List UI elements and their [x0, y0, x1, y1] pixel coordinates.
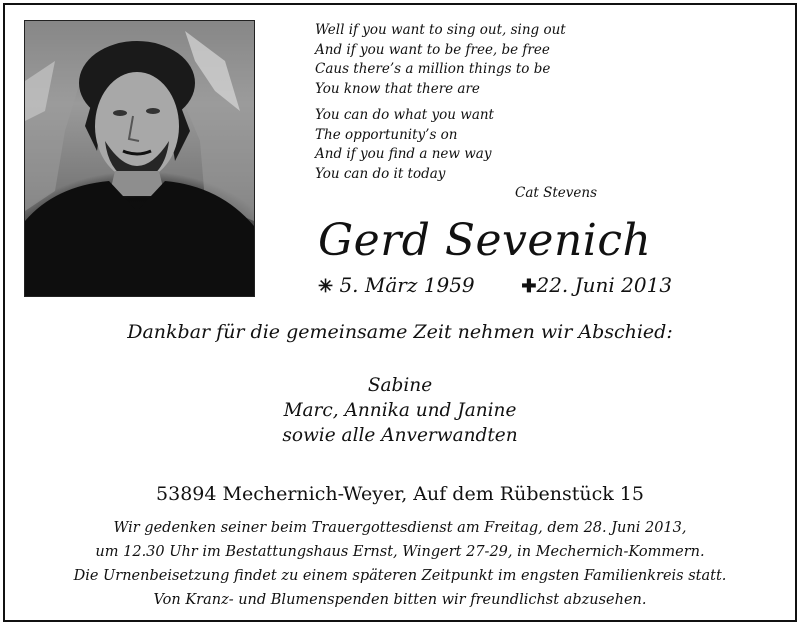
birth-date: 5. März 1959	[339, 273, 475, 297]
poem-line: You can do what you want	[315, 107, 494, 123]
service-line: Von Kranz- und Blumenspenden bitten wir freundlichst abzusehen.	[153, 592, 647, 608]
deceased-name: Gerd Sevenich	[318, 215, 652, 266]
poem-line: And if you want to be free, be free	[315, 41, 550, 58]
poem-line: You can do it today	[315, 165, 446, 182]
service-line: Die Urnenbeisetzung findet zu einem späteren Zeitpunkt im engsten Familienkreis statt.	[73, 568, 727, 584]
service-line: Wir gedenken seiner beim Trauergottesdienst am Freitag, dem 28. Juni 2013,	[113, 520, 687, 536]
birth-star-icon: ✳	[318, 276, 334, 297]
poem-author: Cat Stevens	[515, 185, 597, 201]
family-member: Marc, Annika und Janine	[283, 400, 517, 421]
poem	[315, 21, 566, 191]
service-info	[5, 516, 795, 612]
poem-line: Well if you want to sing out, sing out	[315, 22, 566, 38]
poem-line: You know that there are	[315, 80, 480, 97]
poem-stanza-2	[315, 106, 566, 184]
portrait-photo	[24, 20, 255, 297]
obituary-card	[3, 3, 797, 622]
poem-line: The opportunity’s on	[315, 126, 458, 143]
poem-stanza-1	[315, 21, 566, 99]
death-cross-icon: ✚	[521, 276, 537, 297]
farewell-text: Dankbar für die gemeinsame Zeit nehmen wir Abschied:	[127, 321, 673, 343]
poem-line: Caus there’s a million things to be	[315, 61, 551, 77]
family-list	[5, 373, 795, 448]
family-member: Sabine	[367, 375, 433, 396]
service-line: um 12.30 Uhr im Bestattungshaus Ernst, Wingert 27-29, in Mechernich-Kommern.	[95, 544, 705, 560]
portrait-illustration	[25, 21, 254, 296]
poem-line: And if you find a new way	[315, 146, 492, 162]
address: 53894 Mechernich-Weyer, Auf dem Rübenstück 15	[156, 483, 644, 505]
life-dates	[318, 273, 672, 297]
death-date: 22. Juni 2013	[536, 273, 673, 297]
family-member: sowie alle Anverwandten	[282, 425, 518, 446]
